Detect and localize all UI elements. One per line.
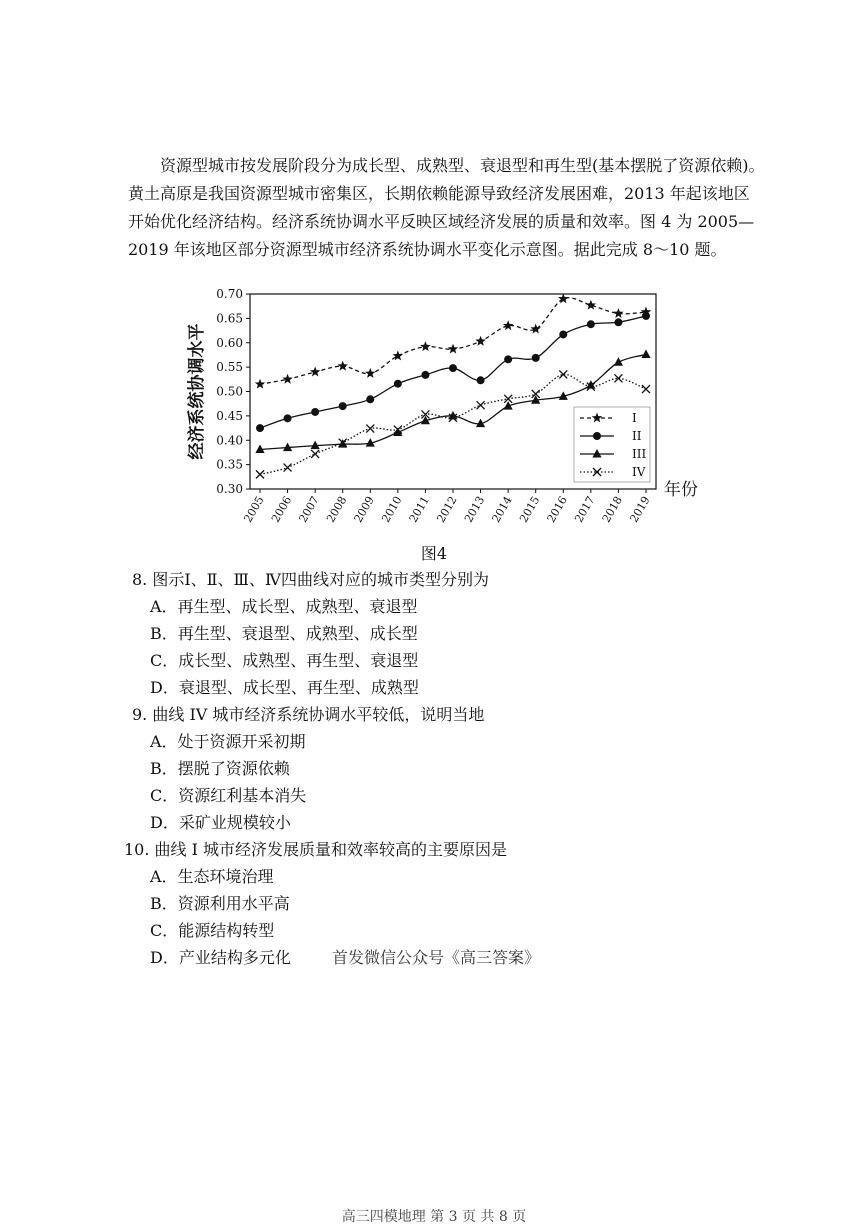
data-point [503,320,513,330]
data-point [477,376,485,384]
option-d: D．产业结构多元化 [150,948,291,967]
question-number: 9. [132,705,148,724]
x-tick-label: 2011 [406,494,433,525]
question-number: 10. [124,840,150,859]
question-stem [132,566,792,593]
y-tick-label: 0.60 [216,335,243,350]
data-point [641,349,650,358]
question-10 [124,836,792,971]
intro-line: 黄土高原是我国资源型城市密集区，长期依赖能源导致经济发展困难，2013 年起该地区 [128,184,750,203]
data-point [421,371,429,379]
intro-line: 资源型城市按发展阶段分为成长型、成熟型、衰退型和再生型(基本摆脱了资源依赖)。 [160,156,765,175]
legend-label: I [632,411,637,425]
option-a: A．生态环境治理 [150,867,274,886]
data-point [256,470,264,478]
question-stem [132,701,792,728]
option-c: C．成长型、成熟型、再生型、衰退型 [150,651,419,670]
data-point [475,336,485,346]
data-point [559,330,567,338]
data-point [449,364,457,372]
data-point [642,385,650,393]
data-point [642,312,650,320]
option-b: B．摆脱了资源依赖 [150,759,290,778]
x-tick-label: 2013 [461,494,488,525]
y-tick-label: 0.30 [216,482,243,496]
x-tick-label: 2017 [572,494,598,525]
data-point [337,361,347,371]
data-point [477,401,485,409]
series-I [255,293,651,388]
question-8 [132,566,792,701]
option-b: B．资源利用水平高 [150,894,290,913]
data-point [256,424,264,432]
legend-label: II [632,429,642,443]
data-point [613,308,623,318]
x-tick-label: 2019 [627,494,653,525]
intro-passage [128,152,778,264]
x-tick-label: 2016 [544,494,570,525]
question-stem [124,836,792,863]
legend-label: IV [632,465,646,479]
option-a: A．处于资源开采初期 [150,732,306,751]
x-tick-label: 2014 [489,494,515,525]
data-point [420,341,430,351]
data-point [311,450,319,458]
data-point [284,464,292,472]
data-point [587,320,595,328]
y-axis-label: 经济系统协调水平 [187,323,207,460]
x-tick-label: 2012 [434,494,460,525]
question-text: 曲线 I 城市经济发展质量和效率较高的主要原因是 [154,840,508,859]
x-tick-label: 2018 [599,494,626,525]
question-text: 图示Ⅰ、Ⅱ、Ⅲ、Ⅳ四曲线对应的城市类型分别为 [152,570,489,589]
data-point [394,380,402,388]
page-footer: 高三四模地理 第 3 页 共 8 页 [341,1209,527,1225]
x-tick-label: 2015 [517,494,543,525]
x-axis-label: 年份 [664,480,698,500]
option-d: D．衰退型、成长型、再生型、成熟型 [150,678,419,697]
legend [574,407,650,482]
data-point [504,355,512,363]
line-chart [160,280,720,540]
x-tick-label: 2008 [324,494,350,525]
data-point [614,357,623,366]
data-point [586,300,596,310]
data-point [310,367,320,377]
data-point [366,395,374,403]
data-point [365,368,375,378]
data-point [284,414,292,422]
option-c: C．资源红利基本消失 [150,786,307,805]
watermark-text: 首发微信公众号《高三答案》 [331,948,540,967]
x-tick-label: 2010 [379,494,405,525]
question-number: 8. [132,570,148,589]
y-tick-label: 0.40 [216,433,243,448]
data-point [532,354,540,362]
data-point [558,293,568,303]
data-point [339,402,347,410]
figure-caption: 图4 [420,544,448,563]
x-tick-label: 2006 [268,494,295,525]
data-point [282,374,292,384]
data-point [255,379,265,389]
option-d: D．采矿业规模较小 [150,813,291,832]
question-text: 曲线 IV 城市经济系统协调水平较低，说明当地 [152,705,485,724]
y-tick-label: 0.55 [216,360,243,375]
option-b: B．再生型、衰退型、成熟型、成长型 [150,624,418,643]
data-point [393,350,403,360]
y-tick-label: 0.45 [216,408,243,423]
question-9 [132,701,792,836]
option-c: C．能源结构转型 [150,921,275,940]
data-point [559,370,567,378]
legend-label: III [632,447,647,461]
x-tick-label: 2009 [351,494,377,525]
y-tick-label: 0.35 [216,457,243,472]
legend-marker [593,432,601,440]
option-a: A．再生型、成长型、成熟型、衰退型 [150,597,418,616]
data-point [448,344,458,354]
x-tick-label: 2007 [296,494,322,525]
x-tick-label: 2005 [241,494,267,525]
data-point [530,324,540,334]
intro-line: 开始优化经济结构。经济系统协调水平反映区域经济发展的质量和效率。图 4 为 2005— [128,212,755,231]
data-point [311,408,319,416]
option-d-row [132,944,792,971]
data-point [614,318,622,326]
y-tick-label: 0.70 [216,287,243,301]
y-tick-label: 0.50 [216,384,243,399]
intro-line: 2019 年该地区部分资源型城市经济系统协调水平变化示意图。据此完成 8～10 题。 [128,240,727,259]
y-tick-label: 0.65 [216,311,243,326]
question-list [124,566,792,971]
